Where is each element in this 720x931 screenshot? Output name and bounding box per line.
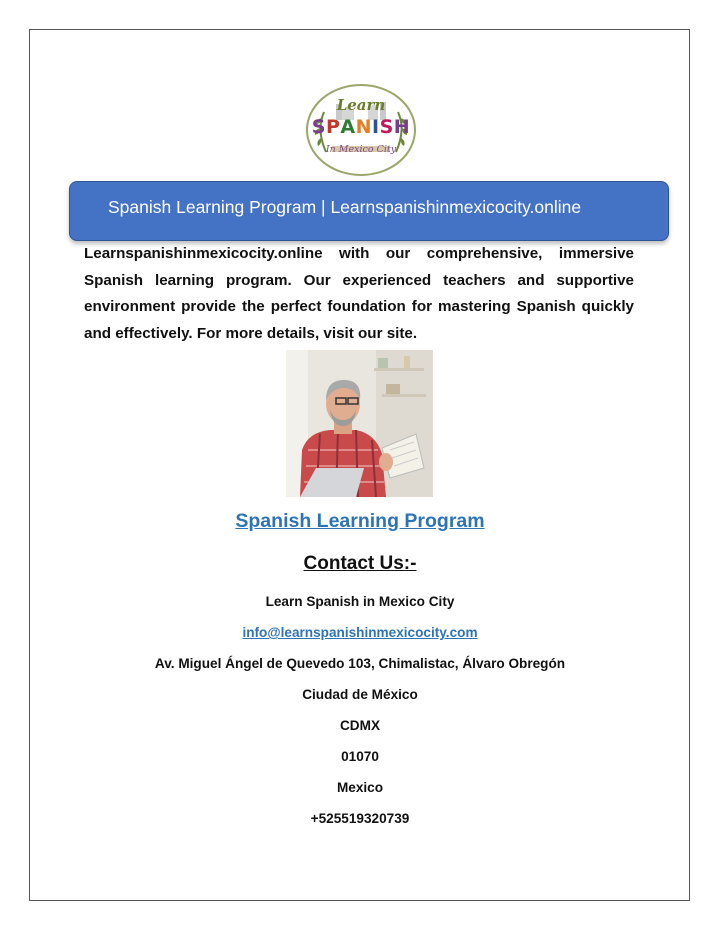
logo-letter: S — [379, 116, 394, 138]
logo-letter: N — [355, 116, 373, 138]
learn-spanish-logo — [302, 82, 420, 178]
logo-learn-text: Learn — [336, 96, 386, 114]
contact-email-link[interactable] — [0, 625, 720, 640]
logo-letter: P — [325, 116, 341, 138]
logo-letter: S — [311, 116, 326, 138]
logo-letter: H — [393, 116, 411, 138]
contact-postal-code: 01070 — [341, 749, 379, 764]
contact-company: Learn Spanish in Mexico City — [265, 594, 455, 609]
logo-letter: A — [340, 116, 356, 138]
contact-address: Av. Miguel Ángel de Quevedo 103, Chimalistac, Álvaro Obregón — [154, 656, 566, 671]
banner-title: Spanish Learning Program | Learnspanishinmexicocity.online — [108, 197, 582, 217]
contact-city: Ciudad de México — [302, 687, 418, 702]
logo-spanish-text — [302, 116, 420, 138]
contact-heading: Contact Us:- — [303, 553, 417, 574]
contact-state: CDMX — [339, 718, 381, 733]
man-reading-book-photo — [286, 350, 433, 497]
contact-phone: +525519320739 — [310, 811, 410, 826]
email-link[interactable]: info@learnspanishinmexicocity.com — [242, 625, 478, 640]
title-banner — [69, 181, 669, 241]
intro-paragraph: Learnspanishinmexicocity.online with our comprehensive, immersive Spanish learning program. Our experienced teachers and supportive environment provide the perfect foundation for mastering Spanish quickly and effectively. For more details, visit our site. — [84, 245, 634, 342]
contact-country: Mexico — [336, 780, 384, 795]
spanish-learning-program-link[interactable]: Spanish Learning Program — [235, 510, 485, 532]
logo-city-text: In Mexico City — [325, 144, 397, 155]
logo-letter: I — [372, 116, 380, 138]
